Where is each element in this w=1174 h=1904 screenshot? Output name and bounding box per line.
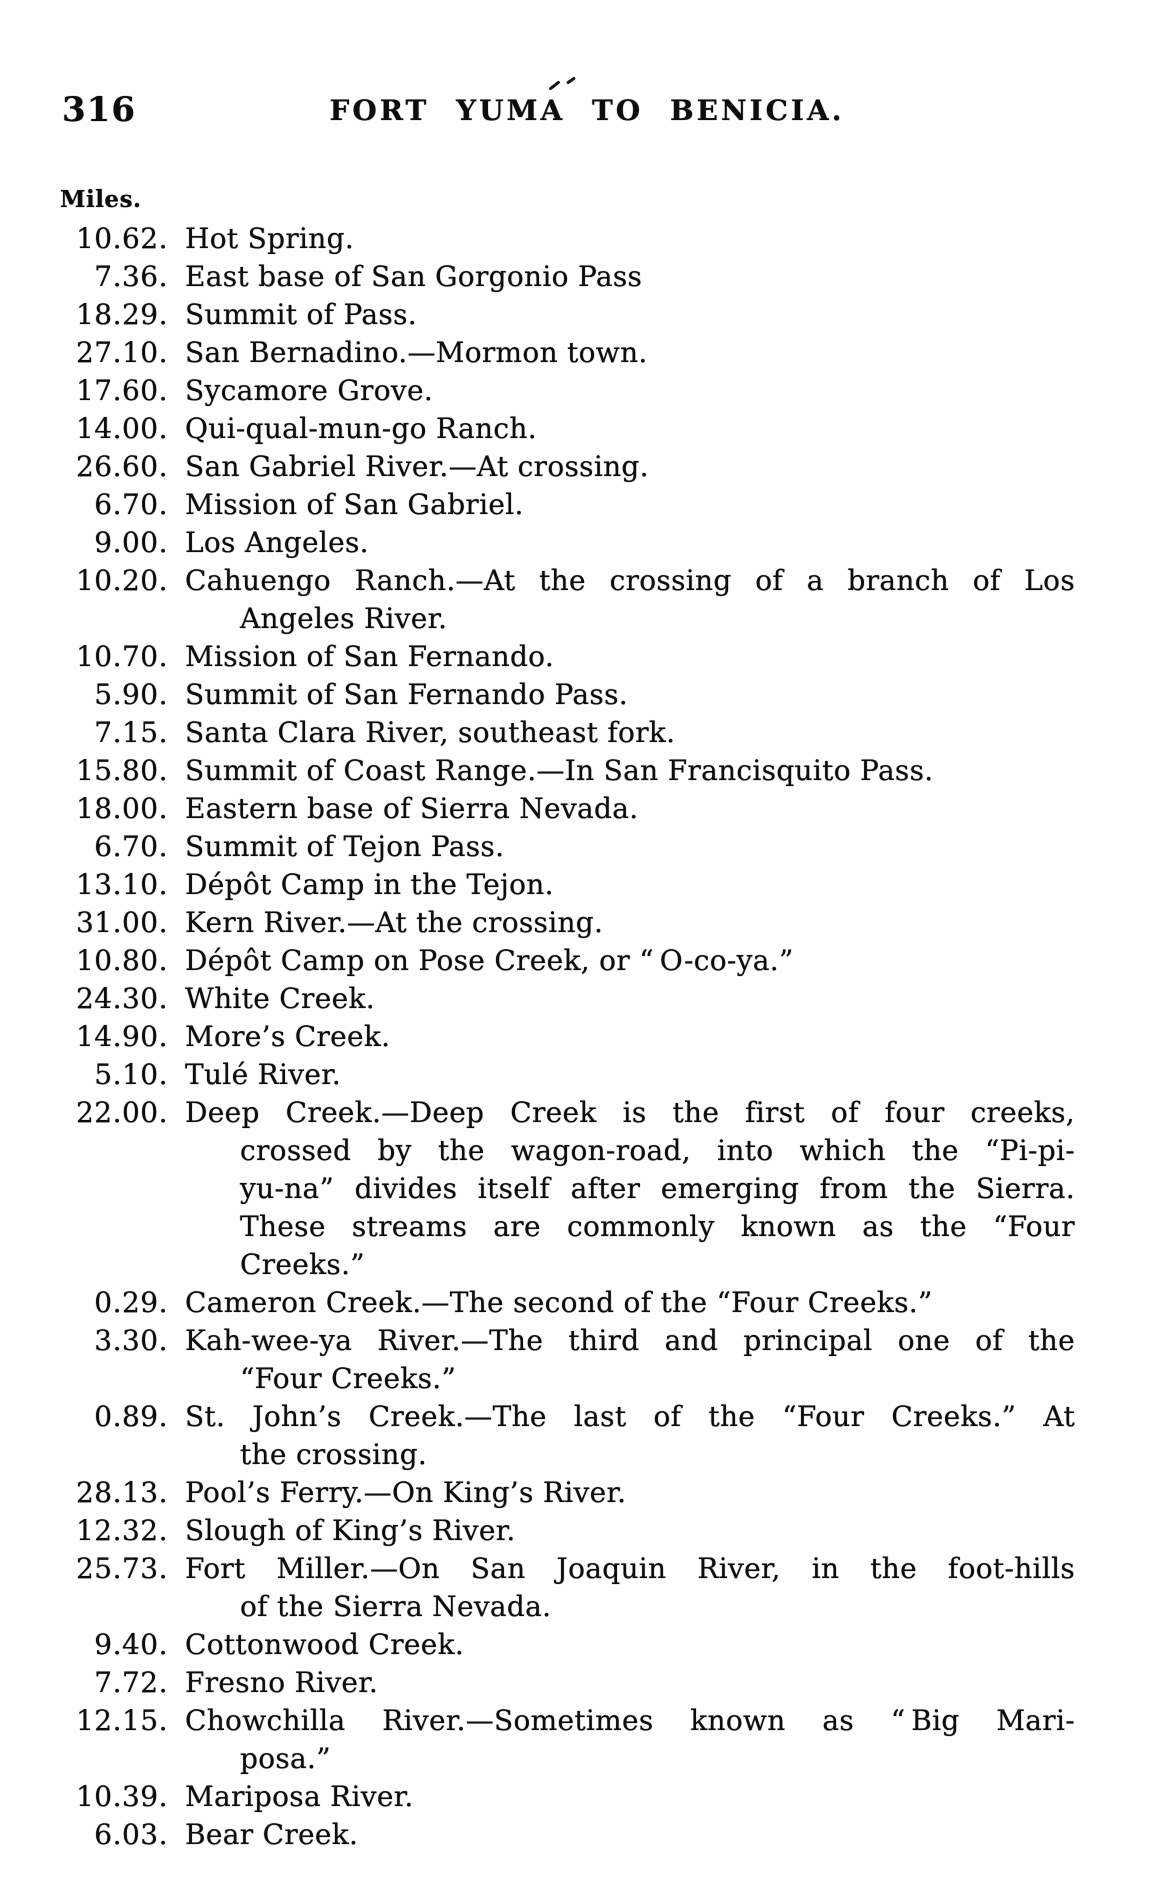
table-row	[0, 1702, 1174, 1778]
mileage-value: 22.00.	[75, 1096, 168, 1129]
entry-text-line: Kah-wee-ya River.—The third and principal one of the	[185, 1324, 1075, 1357]
table-row	[0, 410, 1174, 448]
mileage-value: 7.72.	[94, 1666, 168, 1699]
entry-description	[185, 1094, 1075, 1284]
page-header	[0, 88, 1174, 138]
mileage-value: 14.00.	[75, 412, 168, 445]
entry-text-line: Pool’s Ferry.—On King’s River.	[185, 1476, 627, 1509]
entry-description	[185, 1284, 1075, 1322]
entry-text-line: St. John’s Creek.—The last of the “Four Creeks.” At	[185, 1400, 1075, 1433]
entry-text-line: Deep Creek.—Deep Creek is the first of four creeks,	[185, 1096, 1075, 1129]
mileage-value: 18.00.	[75, 792, 168, 825]
entry-text-line: Qui-qual-mun-go Ranch.	[185, 412, 537, 445]
entry-text-line: of the Sierra Nevada.	[240, 1590, 552, 1623]
entry-text-line: Dépôt Camp in the Tejon.	[185, 868, 554, 901]
entry-text-line: White Creek.	[185, 982, 375, 1015]
table-row	[0, 752, 1174, 790]
table-row	[0, 524, 1174, 562]
entry-text-line: East base of San Gorgonio Pass	[185, 260, 643, 293]
miles-column-label: Miles.	[60, 186, 142, 213]
table-row	[0, 1778, 1174, 1816]
entry-description	[185, 904, 1075, 942]
entry-description	[185, 1626, 1075, 1664]
table-row	[0, 1816, 1174, 1854]
entry-description	[185, 562, 1075, 638]
entry-text-line: Los Angeles.	[185, 526, 369, 559]
entry-description	[185, 866, 1075, 904]
table-row	[0, 1284, 1174, 1322]
mileage-value: 13.10.	[75, 868, 168, 901]
entry-description	[185, 1512, 1075, 1550]
table-row	[0, 828, 1174, 866]
mileage-value: 14.90.	[75, 1020, 168, 1053]
entry-text-line: crossed by the wagon-road, into which the “Pi-pi-	[240, 1134, 1075, 1167]
mileage-value: 12.15.	[75, 1704, 168, 1737]
mileage-value: 10.20.	[75, 564, 168, 597]
entry-description	[185, 980, 1075, 1018]
entry-text-line: “Four Creeks.”	[240, 1362, 457, 1395]
entry-text-line: These streams are commonly known as the “Four	[240, 1210, 1075, 1243]
mileage-value: 18.29.	[75, 298, 168, 331]
table-row	[0, 258, 1174, 296]
mileage-value: 6.03.	[94, 1818, 168, 1851]
entry-description	[185, 1664, 1075, 1702]
table-row	[0, 1056, 1174, 1094]
mileage-value: 5.10.	[94, 1058, 168, 1091]
entry-description	[185, 1550, 1075, 1626]
entry-text-line: Bear Creek.	[185, 1818, 359, 1851]
entry-text-line: Angeles River.	[240, 602, 448, 635]
entry-description	[185, 410, 1075, 448]
table-row	[0, 714, 1174, 752]
table-row	[0, 296, 1174, 334]
entry-text-line: Mission of San Fernando.	[185, 640, 555, 673]
entry-text-line: Eastern base of Sierra Nevada.	[185, 792, 639, 825]
entry-description	[185, 790, 1075, 828]
entry-text-line: yu-na” divides itself after emerging from the Sierra.	[240, 1172, 1075, 1205]
entry-description	[185, 486, 1075, 524]
mileage-value: 24.30.	[75, 982, 168, 1015]
entry-text-line: Sycamore Grove.	[185, 374, 434, 407]
table-row	[0, 334, 1174, 372]
mileage-value: 0.89.	[94, 1400, 168, 1433]
table-row	[0, 372, 1174, 410]
entry-text-line: posa.”	[240, 1742, 331, 1775]
entry-description	[185, 524, 1075, 562]
entry-text-line: the crossing.	[240, 1438, 428, 1471]
table-row	[0, 1664, 1174, 1702]
mileage-value: 25.73.	[75, 1552, 168, 1585]
table-row	[0, 1094, 1174, 1284]
mileage-value: 17.60.	[75, 374, 168, 407]
entry-description	[185, 1056, 1075, 1094]
mileage-value: 6.70.	[94, 830, 168, 863]
entry-text-line: Santa Clara River, southeast fork.	[185, 716, 676, 749]
table-row	[0, 562, 1174, 638]
entry-text-line: Fort Miller.—On San Joaquin River, in the foot-hills	[185, 1552, 1075, 1585]
itinerary-list	[0, 220, 1174, 1854]
entry-text-line: Cameron Creek.—The second of the “Four Creeks.”	[185, 1286, 933, 1319]
entry-text-line: More’s Creek.	[185, 1020, 391, 1053]
table-row	[0, 486, 1174, 524]
mileage-value: 9.00.	[94, 526, 168, 559]
entry-description	[185, 942, 1075, 980]
entry-description	[185, 1816, 1075, 1854]
entry-text-line: Dépôt Camp on Pose Creek, or “ O-co-ya.”	[185, 944, 794, 977]
mileage-value: 5.90.	[94, 678, 168, 711]
entry-text-line: San Gabriel River.—At crossing.	[185, 450, 649, 483]
mileage-value: 12.32.	[75, 1514, 168, 1547]
table-row	[0, 1018, 1174, 1056]
mileage-value: 7.15.	[94, 716, 168, 749]
entry-description	[185, 1322, 1075, 1398]
entry-description	[185, 828, 1075, 866]
entry-text-line: Cottonwood Creek.	[185, 1628, 465, 1661]
entry-description	[185, 258, 1075, 296]
entry-description	[185, 296, 1075, 334]
table-row	[0, 942, 1174, 980]
entry-text-line: San Bernadino.—Mormon town.	[185, 336, 648, 369]
entry-description	[185, 1474, 1075, 1512]
table-row	[0, 1398, 1174, 1474]
mileage-value: 10.70.	[75, 640, 168, 673]
entry-text-line: Slough of King’s River.	[185, 1514, 516, 1547]
table-row	[0, 1550, 1174, 1626]
entry-text-line: Kern River.—At the crossing.	[185, 906, 604, 939]
table-row	[0, 448, 1174, 486]
mileage-value: 15.80.	[75, 754, 168, 787]
table-row	[0, 1322, 1174, 1398]
mileage-value: 10.62.	[75, 222, 168, 255]
entry-text-line: Chowchilla River.—Sometimes known as “ Big Mari-	[185, 1704, 1075, 1737]
entry-text-line: Summit of Pass.	[185, 298, 417, 331]
entry-description	[185, 334, 1075, 372]
table-row	[0, 790, 1174, 828]
entry-description	[185, 752, 1075, 790]
page-number: 316	[62, 90, 136, 130]
mileage-value: 26.60.	[75, 450, 168, 483]
entry-text-line: Tulé River.	[185, 1058, 342, 1091]
table-row	[0, 1512, 1174, 1550]
entry-text-line: Cahuengo Ranch.—At the crossing of a branch of Los	[185, 564, 1075, 597]
mileage-value: 10.39.	[75, 1780, 168, 1813]
entry-description	[185, 1398, 1075, 1474]
entry-description	[185, 1018, 1075, 1056]
table-row	[0, 1474, 1174, 1512]
table-row	[0, 866, 1174, 904]
entry-description	[185, 1778, 1075, 1816]
entry-text-line: Creeks.”	[240, 1248, 365, 1281]
table-row	[0, 676, 1174, 714]
entry-text-line: Summit of Coast Range.—In San Francisquito Pass.	[185, 754, 934, 787]
entry-description	[185, 1702, 1075, 1778]
entry-text-line: Hot Spring.	[185, 222, 355, 255]
mileage-value: 7.36.	[94, 260, 168, 293]
mileage-value: 9.40.	[94, 1628, 168, 1661]
entry-description	[185, 448, 1075, 486]
entry-text-line: Mariposa River.	[185, 1780, 414, 1813]
table-row	[0, 980, 1174, 1018]
mileage-value: 6.70.	[94, 488, 168, 521]
table-row	[0, 220, 1174, 258]
table-row	[0, 904, 1174, 942]
mileage-value: 3.30.	[94, 1324, 168, 1357]
entry-description	[185, 372, 1075, 410]
table-row	[0, 1626, 1174, 1664]
mileage-value: 27.10.	[75, 336, 168, 369]
entry-description	[185, 676, 1075, 714]
page-title: FORT YUMA TO BENICIA.	[329, 94, 845, 127]
scan-speckle	[566, 76, 576, 84]
entry-text-line: Mission of San Gabriel.	[185, 488, 524, 521]
entry-text-line: Summit of Tejon Pass.	[185, 830, 505, 863]
table-row	[0, 638, 1174, 676]
mileage-value: 31.00.	[75, 906, 168, 939]
mileage-value: 10.80.	[75, 944, 168, 977]
entry-description	[185, 714, 1075, 752]
mileage-value: 28.13.	[75, 1476, 168, 1509]
entry-description	[185, 638, 1075, 676]
entry-text-line: Fresno River.	[185, 1666, 379, 1699]
entry-description	[185, 220, 1075, 258]
entry-text-line: Summit of San Fernando Pass.	[185, 678, 628, 711]
mileage-value: 0.29.	[94, 1286, 168, 1319]
